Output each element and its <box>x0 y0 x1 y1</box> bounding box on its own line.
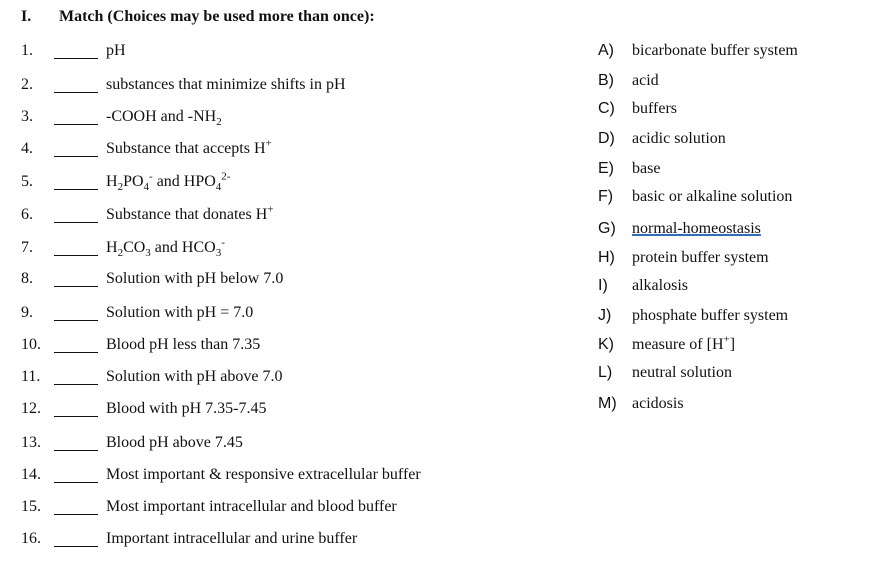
question-number: 13. <box>21 434 41 451</box>
choice-text <box>632 220 761 238</box>
subscript: 3 <box>145 247 151 260</box>
text-run: H <box>106 173 118 190</box>
question-number: 9. <box>21 304 33 321</box>
text-run: Blood pH less than 7.35 <box>106 336 261 353</box>
superscript: - <box>149 170 153 183</box>
text-run: bicarbonate buffer system <box>632 42 798 59</box>
superscript: + <box>723 333 730 346</box>
answer-blank[interactable] <box>54 514 98 515</box>
answer-blank[interactable] <box>54 416 98 417</box>
answer-blank[interactable] <box>54 156 98 157</box>
answer-blank[interactable] <box>54 450 98 451</box>
question-text <box>106 368 282 386</box>
question-text <box>106 466 421 484</box>
superscript: + <box>265 137 272 150</box>
text-run: -COOH and -NH <box>106 108 217 125</box>
text-run: Blood pH above 7.45 <box>106 434 243 451</box>
answer-blank[interactable] <box>54 320 98 321</box>
choice-letter: K) <box>598 336 614 353</box>
question-number: 14. <box>21 466 41 483</box>
choice-letter: B) <box>598 72 614 89</box>
question-number: 12. <box>21 400 41 417</box>
choice-text <box>632 277 688 295</box>
text-run: H <box>106 239 118 256</box>
superscript: + <box>267 203 274 216</box>
text-run: Substance that accepts H <box>106 140 266 157</box>
question-text <box>106 137 272 158</box>
text-run: acid <box>632 72 659 89</box>
text-run: Solution with pH below 7.0 <box>106 270 284 287</box>
text-run: Solution with pH above 7.0 <box>106 368 283 385</box>
choice-text <box>632 307 788 325</box>
text-run: ] <box>729 336 736 353</box>
question-text <box>106 530 357 548</box>
question-text <box>106 203 274 224</box>
text-run: normal-homeostasis <box>632 220 761 237</box>
answer-blank[interactable] <box>54 352 98 353</box>
question-number: 8. <box>21 270 33 287</box>
choice-text <box>632 72 659 90</box>
question-number: 10. <box>21 336 41 353</box>
text-run: neutral solution <box>632 364 732 381</box>
answer-blank[interactable] <box>54 92 98 93</box>
question-text <box>106 108 222 129</box>
text-run: and HCO <box>150 239 216 256</box>
question-number: 11. <box>21 368 41 385</box>
text-run: Blood with pH 7.35-7.45 <box>106 400 267 417</box>
superscript: - <box>221 236 225 249</box>
question-text <box>106 400 266 418</box>
question-text <box>106 76 346 94</box>
text-run: Most important intracellular and blood buffer <box>106 498 397 515</box>
answer-blank[interactable] <box>54 286 98 287</box>
superscript: 2- <box>221 170 231 183</box>
text-run: Solution with pH = 7.0 <box>106 304 254 321</box>
choice-text <box>632 333 736 354</box>
text-run: Most important & responsive extracellular buffer <box>106 466 421 483</box>
choice-letter: J) <box>598 307 612 324</box>
text-run: basic or alkaline solution <box>632 188 793 205</box>
text-run: and HPO <box>152 173 216 190</box>
text-run: base <box>632 160 661 177</box>
text-run: substances that minimize shifts in pH <box>106 76 346 93</box>
choice-text <box>632 100 677 118</box>
subscript: 4 <box>143 181 150 194</box>
question-text <box>106 42 126 60</box>
choice-letter: L) <box>598 364 613 381</box>
choice-text <box>632 160 660 178</box>
choice-letter: A) <box>598 42 614 59</box>
question-text <box>106 170 231 194</box>
answer-blank[interactable] <box>54 384 98 385</box>
choice-text <box>632 364 732 382</box>
text-run: Substance that donates H <box>106 206 268 223</box>
answer-blank[interactable] <box>54 124 98 125</box>
choice-text <box>632 249 769 267</box>
text-run: PO <box>123 173 144 190</box>
question-number: 6. <box>21 206 33 223</box>
choice-letter: G) <box>598 220 616 237</box>
subscript: 3 <box>215 247 222 260</box>
text-run: CO <box>123 239 146 256</box>
text-run: measure of [H <box>632 336 724 353</box>
answer-blank[interactable] <box>54 546 98 547</box>
choice-text <box>632 395 684 413</box>
text-run: protein buffer system <box>632 249 769 266</box>
text-run: phosphate buffer system <box>632 307 789 324</box>
subscript: 2 <box>117 181 124 194</box>
text-run: acidic solution <box>632 130 726 147</box>
question-number: 4. <box>21 140 33 157</box>
text-run: alkalosis <box>632 277 688 294</box>
answer-blank[interactable] <box>54 189 98 190</box>
question-number: 7. <box>21 239 33 256</box>
subscript: 2 <box>117 247 124 260</box>
choice-letter: M) <box>598 395 617 412</box>
answer-blank[interactable] <box>54 255 98 256</box>
choice-letter: I) <box>598 277 608 294</box>
question-number: 2. <box>21 76 33 93</box>
choice-letter: H) <box>598 249 615 266</box>
question-number: 5. <box>21 173 33 190</box>
question-text <box>106 498 397 516</box>
question-text <box>106 236 225 260</box>
subscript: 4 <box>215 181 222 194</box>
section-number: I. <box>21 8 32 25</box>
choice-letter: F) <box>598 188 614 205</box>
section-title: Match (Choices may be used more than once): <box>59 8 375 25</box>
choice-letter: E) <box>598 160 614 177</box>
text-run: buffers <box>632 100 678 117</box>
text-run: acidosis <box>632 395 684 412</box>
question-number: 1. <box>21 42 33 59</box>
choice-letter: D) <box>598 130 615 147</box>
question-text <box>106 304 253 322</box>
question-text <box>106 434 243 452</box>
question-text <box>106 270 283 288</box>
choice-text <box>632 42 798 60</box>
text-run: pH <box>106 42 126 59</box>
question-number: 15. <box>21 498 41 515</box>
question-text <box>106 336 260 354</box>
choice-text <box>632 130 726 148</box>
text-run: Important intracellular and urine buffer <box>106 530 358 547</box>
answer-blank[interactable] <box>54 58 98 59</box>
choice-letter: C) <box>598 100 615 117</box>
answer-blank[interactable] <box>54 482 98 483</box>
answer-blank[interactable] <box>54 222 98 223</box>
question-number: 3. <box>21 108 33 125</box>
choice-text <box>632 188 792 206</box>
subscript: 2 <box>216 116 222 129</box>
question-number: 16. <box>21 530 41 547</box>
